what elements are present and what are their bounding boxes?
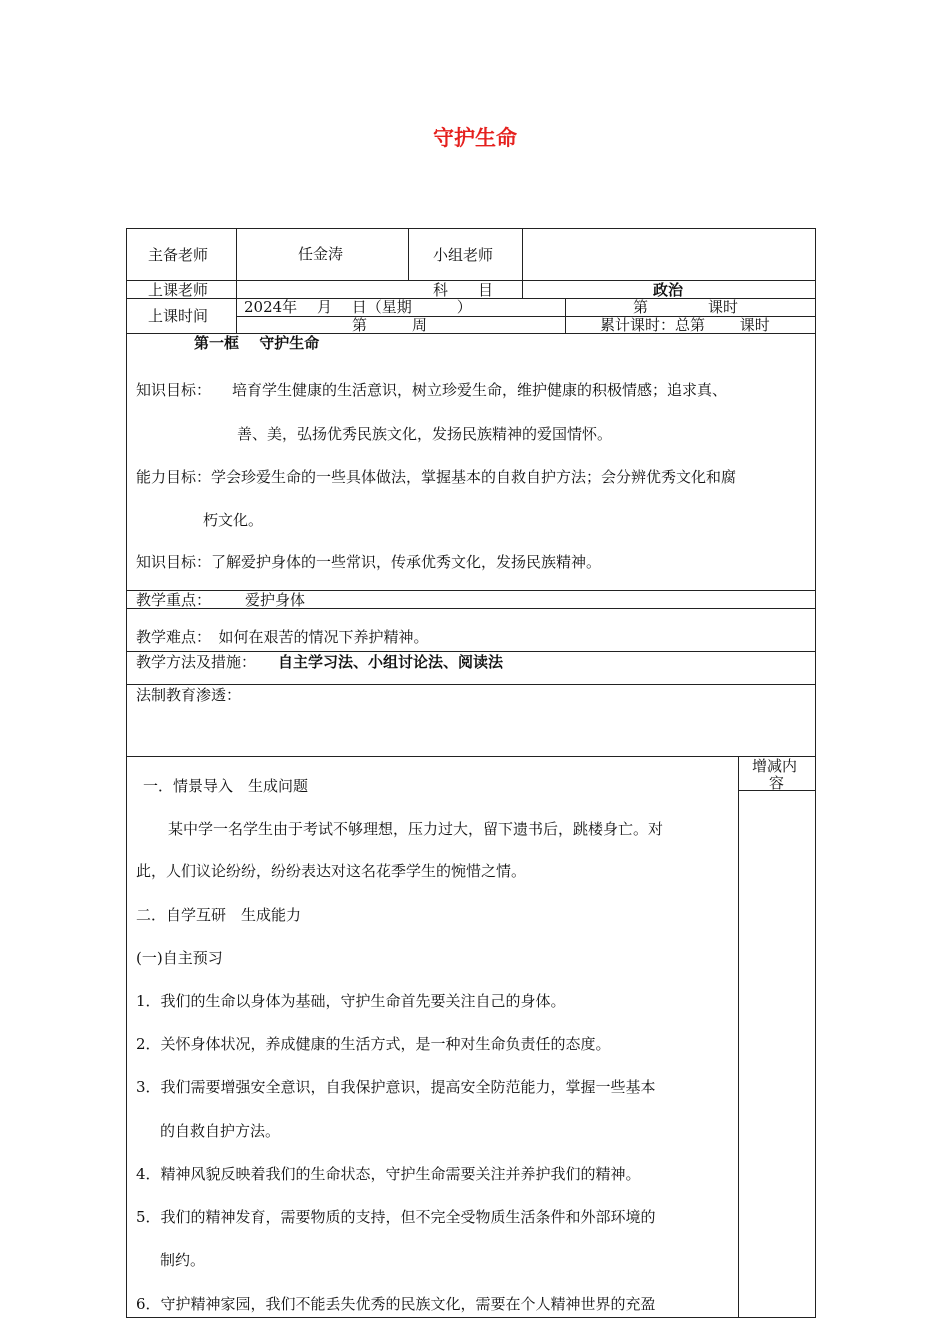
knowledge-goal-label: 知识目标： [136, 381, 212, 399]
list-item-6-line1: 6．守护精神家园，我们不能丢失优秀的民族文化，需要在个人精神世界的充盈 [136, 1295, 656, 1313]
knowledge-goal-2: 知识目标：了解爱护身体的一些常识，传承优秀文化，发扬民族精神。 [136, 553, 602, 571]
intro-paragraph-line2: 此，人们议论纷纷，纷纷表达对这名花季学生的惋惜之情。 [136, 862, 527, 880]
section-title: 第一框 守护生命 [194, 334, 320, 352]
cumulative-hours: 累计课时：总第 课时 [600, 316, 770, 334]
list-item-5-line2: 制约。 [160, 1251, 206, 1269]
ability-goal-line1: 能力目标：学会珍爱生命的一些具体做法，掌握基本的自救自护方法；会分辨优秀文化和腐 [136, 468, 737, 486]
list-item-3-line1: 3．我们需要增强安全意识，自我保护意识，提高安全防范能力，掌握一些基本 [136, 1078, 656, 1096]
subject-label: 科 目 [433, 281, 494, 299]
section-1-heading: 一．情景导入 生成问题 [143, 777, 309, 795]
ability-goal-line2: 朽文化。 [203, 511, 264, 529]
list-item-5-line1: 5．我们的精神发育，需要物质的支持，但不完全受物质生活条件和外部环境的 [136, 1208, 656, 1226]
subsection-heading: (一)自主预习 [136, 949, 223, 967]
key-point-label: 教学重点： [136, 591, 212, 609]
intro-paragraph-line1: 某中学一名学生由于考试不够理想，压力过大，留下遗书后，跳楼身亡。对 [168, 820, 664, 838]
date-text: 2024年 月 日（星期 ） [244, 298, 472, 316]
adjust-column-header-line1: 增减内 [752, 757, 798, 775]
lesson-number: 第 课时 [633, 298, 739, 316]
list-item-4: 4．精神风貌反映着我们的生命状态，守护生命需要关注并养护我们的精神。 [136, 1165, 641, 1183]
subject-value: 政治 [653, 281, 684, 299]
lead-teacher-label: 主备老师 [148, 246, 209, 264]
class-teacher-label: 上课老师 [148, 281, 209, 299]
group-teacher-label: 小组老师 [433, 246, 494, 264]
list-item-1: 1．我们的生命以身体为基础，守护生命首先要关注自己的身体。 [136, 992, 566, 1010]
section-2-heading: 二．自学互研 生成能力 [136, 906, 302, 924]
list-item-2: 2．关怀身体状况，养成健康的生活方式，是一种对生命负责任的态度。 [136, 1035, 611, 1053]
class-time-label: 上课时间 [148, 307, 209, 325]
week-number: 第 周 [352, 316, 428, 334]
knowledge-goal-line1: 培育学生健康的生活意识，树立珍爱生命，维护健康的积极情感；追求真、 [232, 381, 728, 399]
page-title: 守护生命 [433, 126, 517, 150]
lead-teacher-name: 任金涛 [298, 245, 344, 263]
knowledge-goal-line2: 善、美，弘扬优秀民族文化，发扬民族精神的爱国情怀。 [237, 425, 613, 443]
key-point-value: 爱护身体 [245, 591, 306, 609]
method-value: 自主学习法、小组讨论法、阅读法 [278, 653, 504, 671]
method-label: 教学方法及措施： [136, 653, 257, 671]
difficulty-text: 教学难点： 如何在艰苦的情况下养护精神。 [136, 628, 429, 646]
list-item-3-line2: 的自救自护方法。 [160, 1122, 281, 1140]
legal-education-label: 法制教育渗透： [136, 686, 242, 704]
adjust-column-header-line2: 容 [769, 774, 785, 792]
